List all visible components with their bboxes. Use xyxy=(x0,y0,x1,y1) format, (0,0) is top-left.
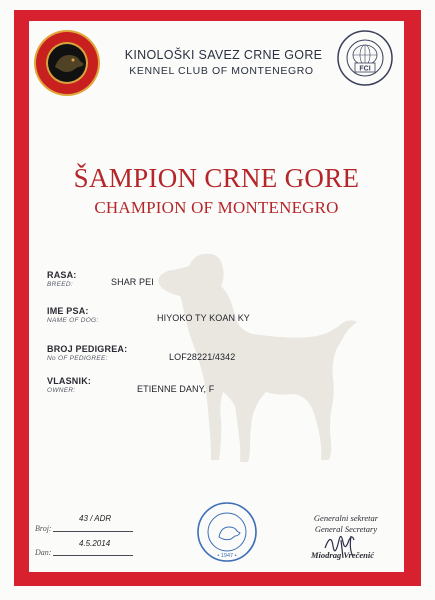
signature-title: Generalni sekretar xyxy=(313,513,379,523)
dan-label: Dan: xyxy=(35,548,52,557)
dog-name-sublabel: NAME OF DOG: xyxy=(47,317,99,324)
main-subtitle: CHAMPION OF MONTENEGRO xyxy=(94,198,339,217)
fci-logo-icon xyxy=(336,29,394,87)
certificate xyxy=(14,10,421,586)
breed-value: SHAR PEI xyxy=(111,277,154,287)
broj-label: Broj: xyxy=(35,524,52,533)
dan-line xyxy=(53,555,133,556)
dog-name-value: HIYOKO TY KOAN KY xyxy=(157,313,250,323)
svg-text:FCI: FCI xyxy=(359,65,371,73)
pedigree-sublabel: No OF PEDIGREE: xyxy=(47,355,108,362)
broj-value: 43 / ADR xyxy=(79,514,112,523)
kennel-club-logo-icon xyxy=(33,29,101,97)
owner-value: ETIENNE DANY, F xyxy=(137,384,215,394)
org-subtitle: KENNEL CLUB OF MONTENEGRO xyxy=(129,65,314,77)
pedigree-label: BROJ PEDIGREA: xyxy=(47,344,128,354)
org-title: KINOLOŠKI SAVEZ CRNE GORE xyxy=(124,48,323,62)
dan-value: 4.5.2014 xyxy=(79,539,111,548)
svg-text:• 1947 •: • 1947 • xyxy=(217,553,237,559)
owner-label: VLASNIK: xyxy=(47,376,92,386)
club-seal-icon xyxy=(196,501,258,563)
breed-label: RASA: xyxy=(47,270,77,280)
owner-sublabel: OWNER: xyxy=(47,387,76,394)
broj-line xyxy=(53,531,133,532)
pedigree-value: LOF28221/4342 xyxy=(169,352,236,362)
main-title: ŠAMPION CRNE GORE xyxy=(73,163,360,193)
signature-title-en: General Secretary xyxy=(314,524,378,534)
breed-sublabel: BREED: xyxy=(47,281,74,288)
dog-name-label: IME PSA: xyxy=(47,306,89,316)
signatory-name: Miodrag Vrečenić xyxy=(311,550,375,560)
dog-watermark-icon xyxy=(137,238,367,503)
